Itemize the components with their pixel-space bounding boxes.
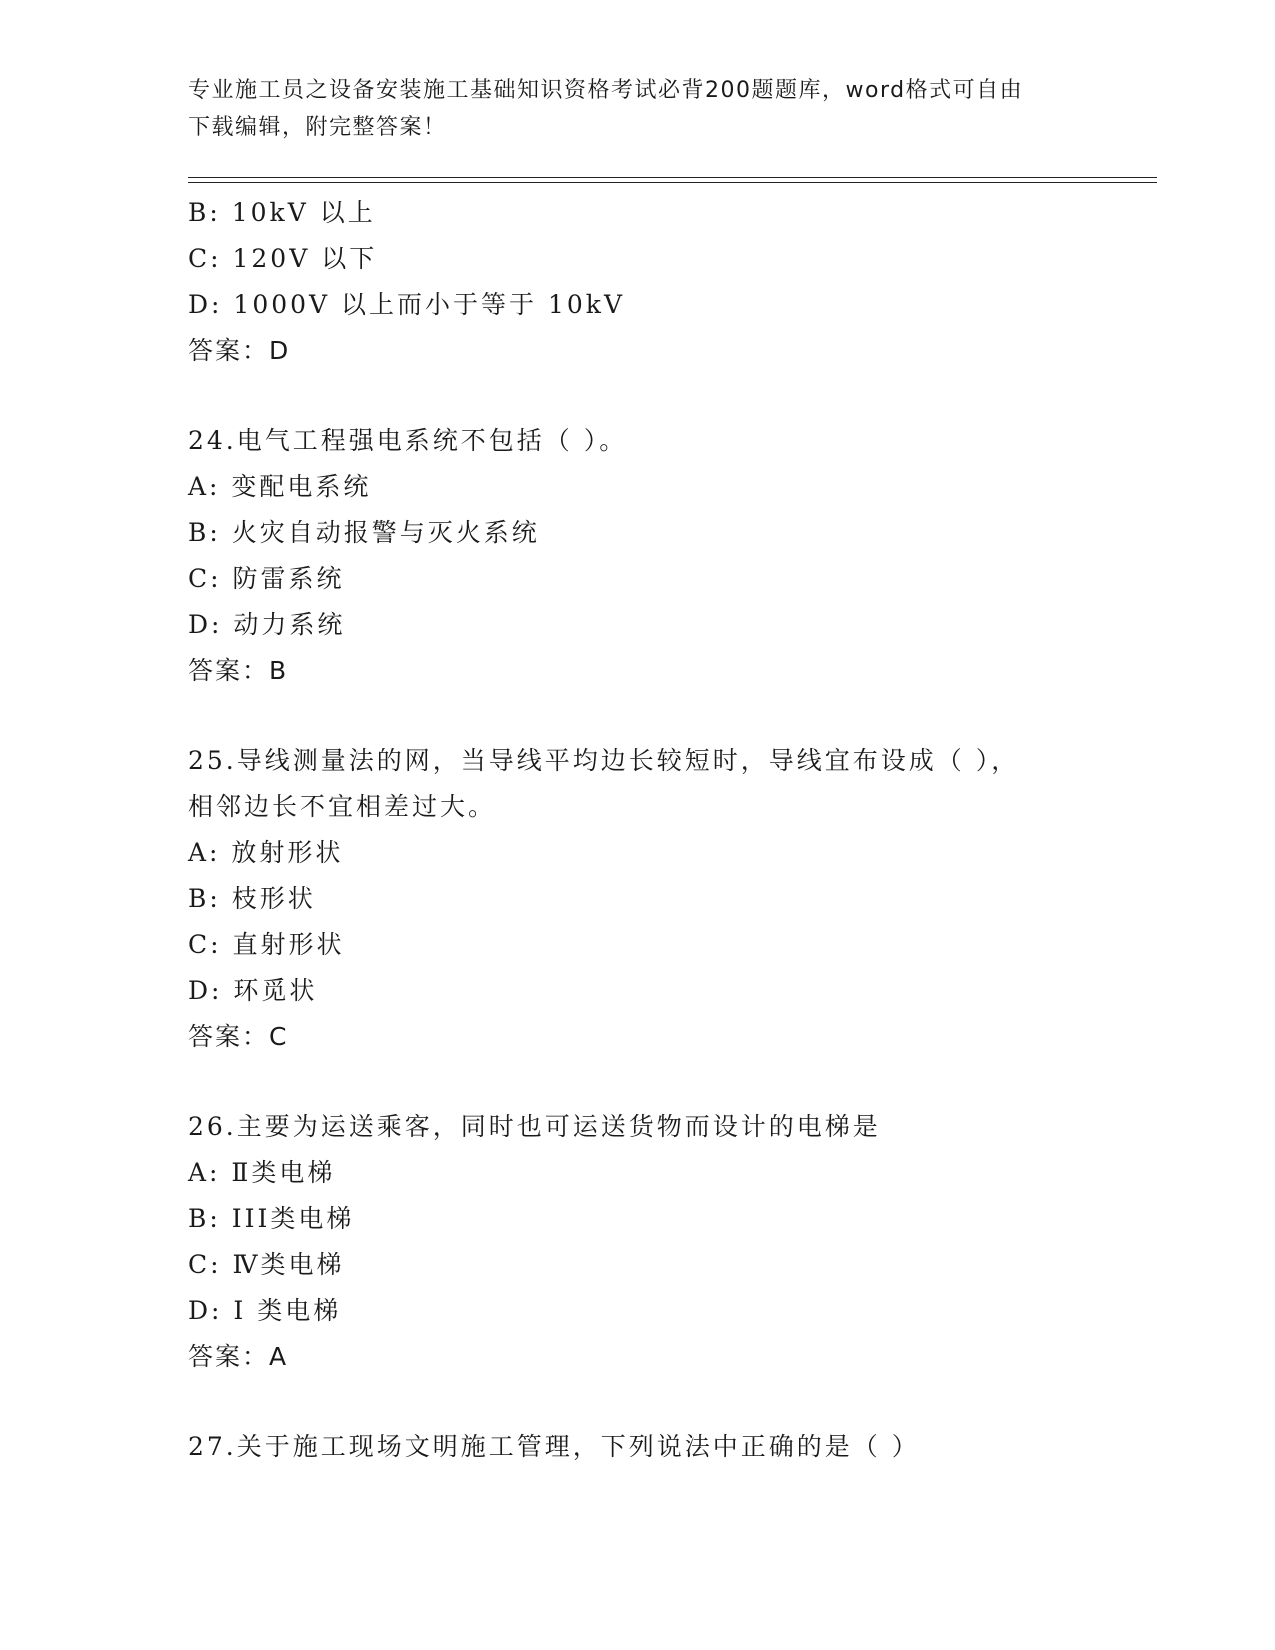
option-c: C: 直射形状 bbox=[188, 930, 345, 959]
option-d: D: 动力系统 bbox=[188, 610, 346, 639]
spacer bbox=[188, 1060, 1157, 1104]
option-b: B: 10kV 以上 bbox=[188, 198, 376, 227]
option-d: D: 1000V 以上而小于等于 10kV bbox=[188, 290, 625, 319]
answer: 答案：B bbox=[188, 656, 289, 685]
question-stem: 27.关于施工现场文明施工管理，下列说法中正确的是（ ） bbox=[188, 1432, 920, 1461]
option-a: A: 变配电系统 bbox=[188, 472, 372, 501]
option-d: D: I 类电梯 bbox=[188, 1296, 342, 1325]
question-stem-continued: 相邻边长不宜相差过大。 bbox=[188, 792, 497, 821]
question-list bbox=[188, 190, 1157, 1470]
question-24 bbox=[188, 418, 1157, 694]
option-c: C: 120V 以下 bbox=[188, 244, 378, 273]
question-25 bbox=[188, 738, 1157, 1060]
question-27 bbox=[188, 1424, 1157, 1470]
question-stem: 26.主要为运送乘客，同时也可运送货物而设计的电梯是 bbox=[188, 1112, 881, 1141]
question-stem: 25.导线测量法的网，当导线平均边长较短时，导线宜布设成（ ）， bbox=[188, 746, 1020, 775]
option-d: D: 环觅状 bbox=[188, 976, 318, 1005]
question-stem: 24.电气工程强电系统不包括（ ）。 bbox=[188, 426, 628, 455]
header-divider-bottom bbox=[188, 182, 1157, 183]
answer: 答案：A bbox=[188, 1342, 289, 1371]
option-a: A: Ⅱ类电梯 bbox=[188, 1158, 336, 1187]
question-23 bbox=[188, 190, 1157, 374]
answer: 答案：D bbox=[188, 336, 291, 365]
option-b: B: 火灾自动报警与灭火系统 bbox=[188, 518, 540, 547]
option-b: B: III类电梯 bbox=[188, 1204, 355, 1233]
option-c: C: 防雷系统 bbox=[188, 564, 345, 593]
spacer bbox=[188, 694, 1157, 738]
header-title-line-1: 专业施工员之设备安装施工基础知识资格考试必背200题题库，word格式可自由 bbox=[188, 78, 1024, 103]
header-divider-top bbox=[188, 177, 1157, 178]
answer: 答案：C bbox=[188, 1022, 289, 1051]
option-c: C: Ⅳ类电梯 bbox=[188, 1250, 345, 1279]
spacer bbox=[188, 1380, 1157, 1424]
option-b: B: 枝形状 bbox=[188, 884, 316, 913]
document-header bbox=[188, 72, 1068, 146]
question-26 bbox=[188, 1104, 1157, 1380]
option-a: A: 放射形状 bbox=[188, 838, 344, 867]
header-title-line-2: 下载编辑，附完整答案！ bbox=[188, 115, 447, 140]
spacer bbox=[188, 374, 1157, 418]
